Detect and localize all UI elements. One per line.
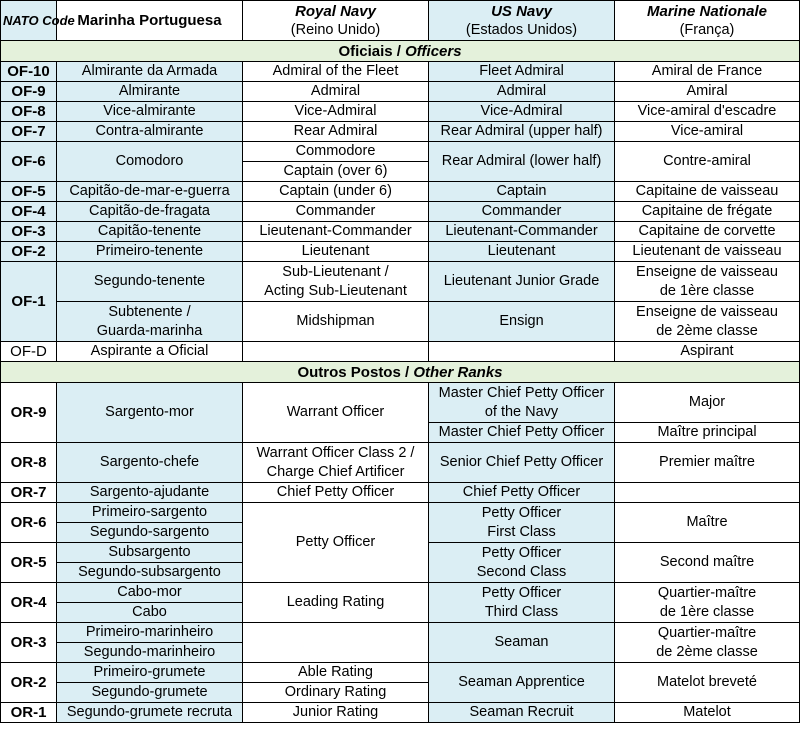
rank-rn: Junior Rating xyxy=(243,703,429,723)
rank-pt: Vice-almirante xyxy=(57,102,243,122)
section-officers xyxy=(1,41,800,62)
rank-us-line2: First Class xyxy=(487,523,556,540)
rank-fr xyxy=(615,483,800,503)
rank-pt: Capitão-de-fragata xyxy=(57,202,243,222)
rank-us-line2: of the Navy xyxy=(484,403,559,420)
rank-fr: Maître principal xyxy=(615,423,800,443)
rank-pt: Segundo-grumete xyxy=(57,683,243,703)
rank-fr-line2: de 1ère classe xyxy=(659,282,755,299)
header-nato-code xyxy=(1,1,75,41)
rank-fr: Capitaine de frégate xyxy=(615,202,800,222)
rank-fr-line1: Quartier-maître xyxy=(657,584,757,601)
header-marine-nationale xyxy=(615,1,800,41)
table-row xyxy=(1,342,800,362)
rank-pt: Capitão-tenente xyxy=(57,222,243,242)
table-row xyxy=(1,623,800,643)
rank-fr xyxy=(615,623,800,663)
rank-fr-line2: de 2ème classe xyxy=(656,322,758,339)
rank-fr: Amiral de France xyxy=(615,62,800,82)
rank-us-line2: Second Class xyxy=(476,563,567,580)
rank-us: Commander xyxy=(429,202,615,222)
rank-pt: Sargento-mor xyxy=(57,383,243,443)
rank-us: Seaman Apprentice xyxy=(429,663,615,703)
rank-pt: Segundo-marinheiro xyxy=(57,643,243,663)
rank-code: OF-1 xyxy=(1,262,57,342)
rank-pt: Segundo-tenente xyxy=(57,262,243,302)
rank-us xyxy=(429,342,615,362)
rank-code: OR-8 xyxy=(1,443,57,483)
table-row xyxy=(1,182,800,202)
rank-rn-line1: Sub-Lieutenant / xyxy=(282,263,389,280)
rank-pt: Primeiro-marinheiro xyxy=(57,623,243,643)
rank-fr: Premier maître xyxy=(615,443,800,483)
header-portugal xyxy=(57,1,243,41)
rank-us xyxy=(429,503,615,543)
rank-rn: Petty Officer xyxy=(243,503,429,583)
rank-pt: Primeiro-grumete xyxy=(57,663,243,683)
table-row xyxy=(1,82,800,102)
rank-rn xyxy=(243,262,429,302)
table-row xyxy=(1,122,800,142)
rank-fr: Vice-amiral xyxy=(615,122,800,142)
rank-fr: Capitaine de vaisseau xyxy=(615,182,800,202)
rank-pt: Aspirante a Oficial xyxy=(57,342,243,362)
table-row xyxy=(1,703,800,723)
rank-pt: Almirante da Armada xyxy=(57,62,243,82)
rank-pt: Cabo xyxy=(57,603,243,623)
rank-rn: Captain (over 6) xyxy=(243,162,429,182)
rank-code: OF-4 xyxy=(1,202,57,222)
rank-pt: Subsargento xyxy=(57,543,243,563)
header-pt-label: Marinha Portuguesa xyxy=(77,12,222,29)
rank-fr: Lieutenant de vaisseau xyxy=(615,242,800,262)
rank-rn: Rear Admiral xyxy=(243,122,429,142)
rank-code: OF-3 xyxy=(1,222,57,242)
rank-pt: Segundo-sargento xyxy=(57,523,243,543)
rank-fr: Major xyxy=(615,383,800,423)
rank-fr-line1: Enseigne de vaisseau xyxy=(636,303,778,320)
rank-us: Lieutenant-Commander xyxy=(429,222,615,242)
rank-us: Master Chief Petty Officer xyxy=(429,423,615,443)
rank-pt: Contra-almirante xyxy=(57,122,243,142)
table-row xyxy=(1,503,800,523)
rank-us: Ensign xyxy=(429,302,615,342)
rank-rn: Commodore xyxy=(243,142,429,162)
rank-code: OR-6 xyxy=(1,503,57,543)
rank-us-line1: Petty Officer xyxy=(481,544,562,561)
rank-code: OR-5 xyxy=(1,543,57,583)
table-row xyxy=(1,383,800,423)
rank-fr: Matelot breveté xyxy=(615,663,800,703)
rank-pt: Sargento-chefe xyxy=(57,443,243,483)
header-us-navy xyxy=(429,1,615,41)
rank-us: Seaman xyxy=(429,623,615,663)
table-row xyxy=(1,222,800,242)
rank-code: OF-D xyxy=(1,342,57,362)
rank-fr: Aspirant xyxy=(615,342,800,362)
rank-fr-line1: Quartier-maître xyxy=(657,624,757,641)
rank-us: Rear Admiral (upper half) xyxy=(429,122,615,142)
rank-us-line2: Third Class xyxy=(484,603,559,620)
rank-rn: Lieutenant xyxy=(243,242,429,262)
rank-rn: Vice-Admiral xyxy=(243,102,429,122)
rank-us xyxy=(429,583,615,623)
rank-pt: Segundo-subsargento xyxy=(57,563,243,583)
rank-us: Captain xyxy=(429,182,615,202)
rank-fr-line1: Enseigne de vaisseau xyxy=(636,263,778,280)
rank-us: Seaman Recruit xyxy=(429,703,615,723)
rank-rn: Captain (under 6) xyxy=(243,182,429,202)
rank-code: OR-2 xyxy=(1,663,57,703)
rank-fr: Vice-amiral d'escadre xyxy=(615,102,800,122)
rank-pt: Segundo-grumete recruta xyxy=(57,703,243,723)
rank-us xyxy=(429,543,615,583)
rank-rn: Ordinary Rating xyxy=(243,683,429,703)
rank-pt: Primeiro-sargento xyxy=(57,503,243,523)
rank-us: Admiral xyxy=(429,82,615,102)
header-code-label: NATO Code xyxy=(3,13,75,28)
rank-pt xyxy=(57,302,243,342)
rank-rn xyxy=(243,443,429,483)
rank-us: Vice-Admiral xyxy=(429,102,615,122)
table-row xyxy=(1,663,800,683)
rank-us-line1: Petty Officer xyxy=(481,584,562,601)
rank-rn: Midshipman xyxy=(243,302,429,342)
rank-rn-line2: Acting Sub-Lieutenant xyxy=(264,282,407,299)
section-officers-en: Officers xyxy=(405,42,462,60)
rank-pt: Primeiro-tenente xyxy=(57,242,243,262)
rank-code: OF-6 xyxy=(1,142,57,182)
rank-code: OR-9 xyxy=(1,383,57,443)
rank-us-line1: Master Chief Petty Officer xyxy=(438,384,605,401)
rank-us: Rear Admiral (lower half) xyxy=(429,142,615,182)
rank-fr: Amiral xyxy=(615,82,800,102)
table-row xyxy=(1,483,800,503)
rank-pt: Sargento-ajudante xyxy=(57,483,243,503)
section-others-en: Other Ranks xyxy=(413,363,503,381)
rank-code: OF-8 xyxy=(1,102,57,122)
rank-rn: Warrant Officer xyxy=(243,383,429,443)
rank-code: OF-7 xyxy=(1,122,57,142)
rank-fr: Contre-amiral xyxy=(615,142,800,182)
rank-us-line1: Petty Officer xyxy=(481,504,562,521)
rank-pt-line1: Subtenente / xyxy=(108,303,191,320)
rank-code: OF-9 xyxy=(1,82,57,102)
rank-fr: Second maître xyxy=(615,543,800,583)
rank-code: OF-10 xyxy=(1,62,57,82)
section-other-ranks xyxy=(1,362,800,383)
section-others-title xyxy=(1,362,800,383)
rank-us: Fleet Admiral xyxy=(429,62,615,82)
rank-code: OF-2 xyxy=(1,242,57,262)
table-row xyxy=(1,202,800,222)
rank-us: Lieutenant xyxy=(429,242,615,262)
table-row xyxy=(1,62,800,82)
rank-rn: Lieutenant-Commander xyxy=(243,222,429,242)
rank-rn: Chief Petty Officer xyxy=(243,483,429,503)
table-row xyxy=(1,302,800,342)
rank-fr: Matelot xyxy=(615,703,800,723)
header-us-label: US Navy xyxy=(491,2,552,20)
rank-rn: Commander xyxy=(243,202,429,222)
header-row xyxy=(1,1,800,41)
section-others-pt: Outros Postos / xyxy=(297,363,414,381)
rank-fr: Capitaine de corvette xyxy=(615,222,800,242)
section-officers-pt: Oficiais / xyxy=(338,42,406,60)
rank-pt-line2: Guarda-marinha xyxy=(96,322,203,339)
rank-code: OR-3 xyxy=(1,623,57,663)
header-rn-label: Royal Navy xyxy=(295,2,376,20)
rank-fr-line2: de 1ère classe xyxy=(659,603,755,620)
table-row xyxy=(1,242,800,262)
rank-rn: Admiral of the Fleet xyxy=(243,62,429,82)
rank-rn-line1: Warrant Officer Class 2 / xyxy=(256,444,415,461)
rank-rn: Leading Rating xyxy=(243,583,429,623)
table-row xyxy=(1,262,800,302)
rank-fr xyxy=(615,583,800,623)
rank-rn: Able Rating xyxy=(243,663,429,683)
rank-rn xyxy=(243,342,429,362)
rank-pt: Comodoro xyxy=(57,142,243,182)
rank-pt: Almirante xyxy=(57,82,243,102)
rank-us xyxy=(429,383,615,423)
rank-pt: Cabo-mor xyxy=(57,583,243,603)
rank-fr xyxy=(615,302,800,342)
rank-code: OF-5 xyxy=(1,182,57,202)
rank-us: Lieutenant Junior Grade xyxy=(429,262,615,302)
header-rn-sub: (Reino Unido) xyxy=(290,21,381,38)
rank-rn-line2: Charge Chief Artificer xyxy=(266,463,405,480)
table-row xyxy=(1,142,800,162)
rank-rn xyxy=(243,623,429,663)
rank-code: OR-4 xyxy=(1,583,57,623)
rank-fr: Maître xyxy=(615,503,800,543)
section-officers-title xyxy=(1,41,800,62)
table-row xyxy=(1,583,800,603)
rank-us: Senior Chief Petty Officer xyxy=(429,443,615,483)
header-fr-label: Marine Nationale xyxy=(646,2,768,20)
header-fr-sub: (França) xyxy=(679,21,735,38)
rank-fr-line2: de 2ème classe xyxy=(656,643,758,660)
rank-us: Chief Petty Officer xyxy=(429,483,615,503)
rank-code: OR-1 xyxy=(1,703,57,723)
table-row xyxy=(1,102,800,122)
rank-fr xyxy=(615,262,800,302)
rank-pt: Capitão-de-mar-e-guerra xyxy=(57,182,243,202)
header-us-sub: (Estados Unidos) xyxy=(465,21,578,38)
rank-code: OR-7 xyxy=(1,483,57,503)
header-royal-navy xyxy=(243,1,429,41)
table-row xyxy=(1,443,800,483)
rank-rn: Admiral xyxy=(243,82,429,102)
